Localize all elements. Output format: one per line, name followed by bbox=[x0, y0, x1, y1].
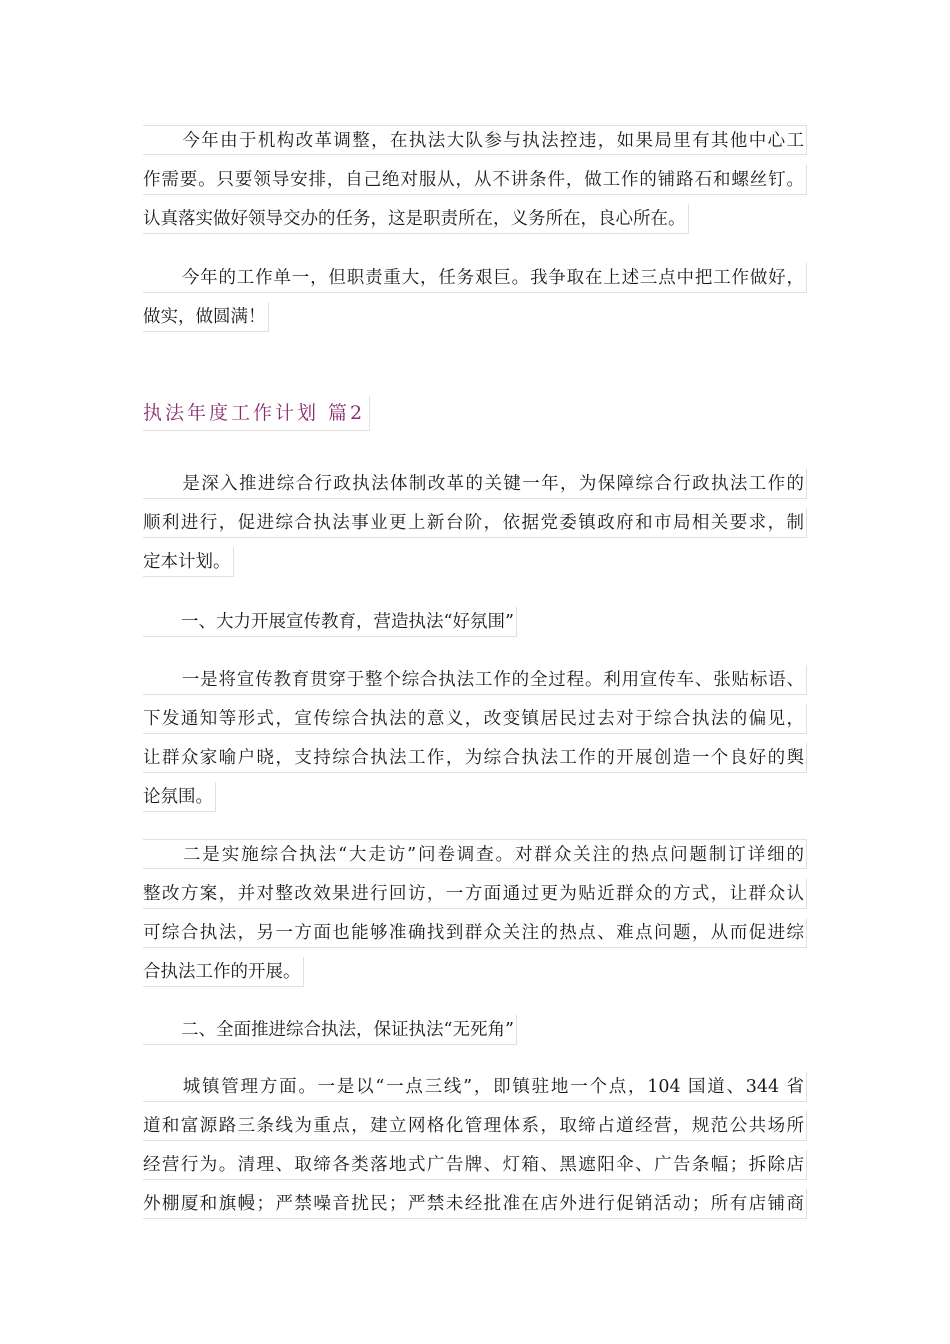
paragraph-2 bbox=[143, 259, 807, 337]
text-line: 做实，做圆满！ bbox=[143, 298, 807, 337]
text-line: 论氛围。 bbox=[143, 778, 807, 817]
text-line: 城镇管理方面。一是以“一点三线”，即镇驻地一个点，104 国道、344 省 bbox=[143, 1068, 807, 1107]
paragraph-3 bbox=[143, 465, 807, 582]
text-line: 整改方案，并对整改效果进行回访，一方面通过更为贴近群众的方式，让群众认 bbox=[143, 875, 807, 914]
text-line: 外棚厦和旗幔；严禁噪音扰民；严禁未经批准在店外进行促销活动；所有店铺商 bbox=[143, 1185, 807, 1224]
text-line: 今年由于机构改革调整，在执法大队参与执法控违，如果局里有其他中心工 bbox=[143, 122, 807, 161]
text-line: 今年的工作单一，但职责重大，任务艰巨。我争取在上述三点中把工作做好， bbox=[143, 259, 807, 298]
section-heading: 执法年度工作计划 篇2 bbox=[143, 396, 370, 431]
text-line: 一、大力开展宣传教育，营造执法“好氛围” bbox=[143, 603, 807, 642]
text-line: 可综合执法，另一方面也能够准确找到群众关注的热点、难点问题，从而促进综 bbox=[143, 914, 807, 953]
text-line: 顺利进行，促进综合执法事业更上新台阶，依据党委镇政府和市局相关要求，制 bbox=[143, 504, 807, 543]
text-line: 二是实施综合执法“大走访”问卷调查。对群众关注的热点问题制订详细的 bbox=[143, 836, 807, 875]
section-title-2 bbox=[143, 1011, 807, 1050]
text-line: 二、全面推进综合执法，保证执法“无死角” bbox=[143, 1011, 807, 1050]
text-line: 一是将宣传教育贯穿于整个综合执法工作的全过程。利用宣传车、张贴标语、 bbox=[143, 661, 807, 700]
text-line: 经营行为。清理、取缔各类落地式广告牌、灯箱、黑遮阳伞、广告条幅；拆除店 bbox=[143, 1146, 807, 1185]
paragraph-1 bbox=[143, 122, 807, 239]
text-line: 让群众家喻户晓，支持综合执法工作，为综合执法工作的开展创造一个良好的舆 bbox=[143, 739, 807, 778]
text-line: 合执法工作的开展。 bbox=[143, 953, 807, 992]
text-line: 作需要。只要领导安排，自己绝对服从，从不讲条件，做工作的铺路石和螺丝钉。 bbox=[143, 161, 807, 200]
paragraph-5 bbox=[143, 836, 807, 992]
text-line: 认真落实做好领导交办的任务，这是职责所在，义务所在，良心所在。 bbox=[143, 200, 807, 239]
text-line: 定本计划。 bbox=[143, 543, 807, 582]
paragraph-4 bbox=[143, 661, 807, 817]
text-line: 是深入推进综合行政执法体制改革的关键一年，为保障综合行政执法工作的 bbox=[143, 465, 807, 504]
text-line: 道和富源路三条线为重点，建立网格化管理体系，取缔占道经营，规范公共场所 bbox=[143, 1107, 807, 1146]
text-line: 下发通知等形式，宣传综合执法的意义，改变镇居民过去对于综合执法的偏见， bbox=[143, 700, 807, 739]
section-title-1 bbox=[143, 603, 807, 642]
paragraph-6 bbox=[143, 1068, 807, 1224]
